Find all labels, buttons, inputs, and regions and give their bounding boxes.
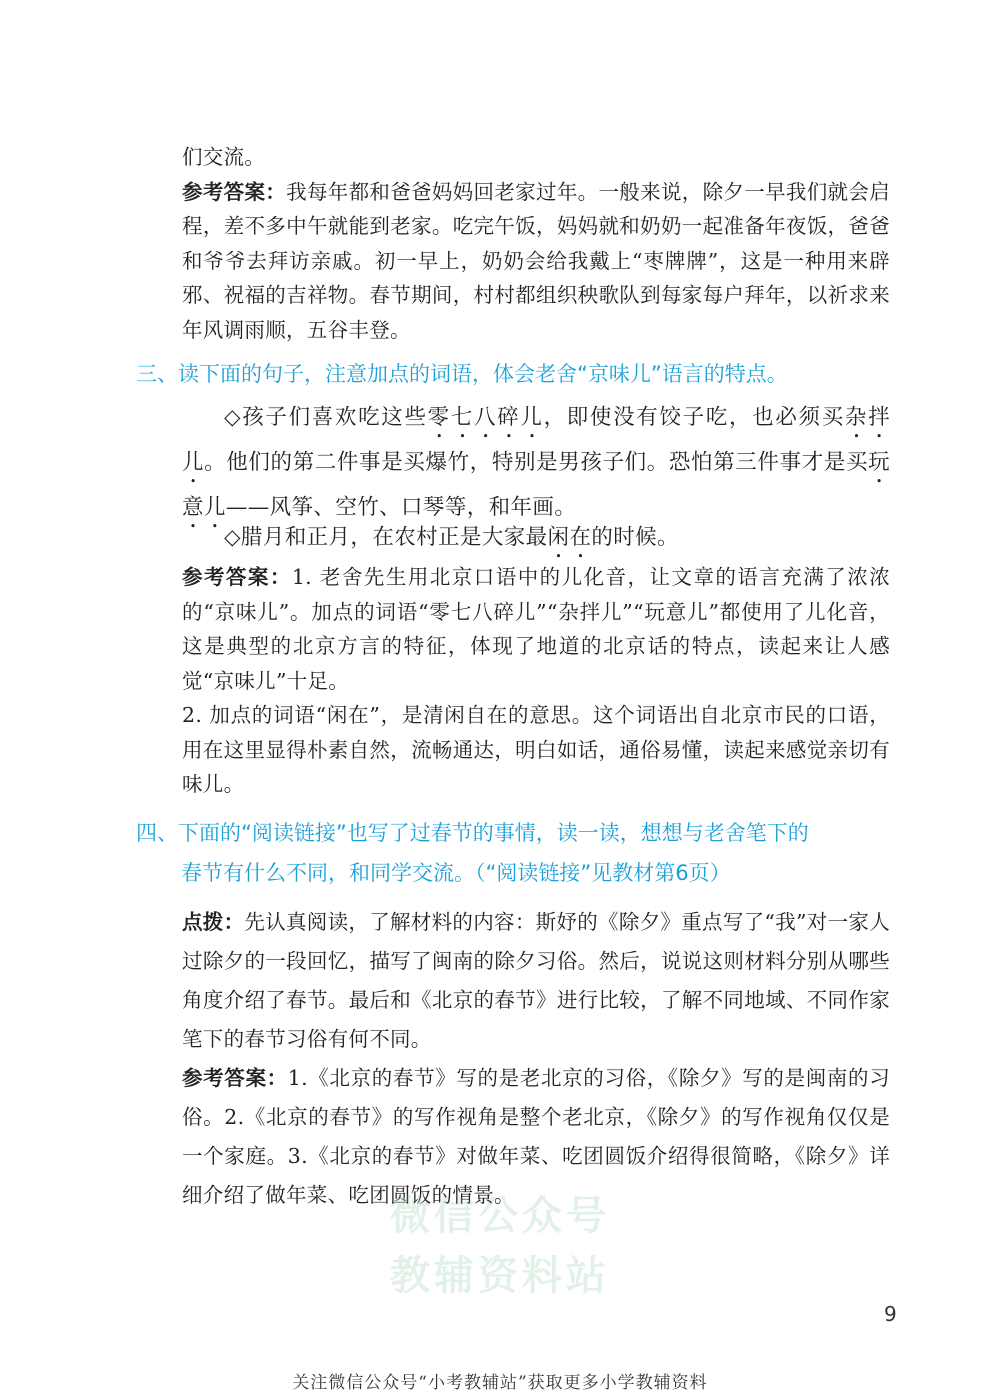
answer-text-3-1: 1. 老舍先生用北京口语中的儿化音，让文章的语言充满了浓浓的“京味儿”。加点的词语“零七八碎儿”“杂拌儿”“玩意儿”都使用了儿化音，这是典型的北京方言的特征，体现了地道的北京话的特点，读起来让人感觉“京味儿”十足。 [182, 565, 890, 693]
emphasis-word-2: 杂拌儿 [182, 405, 890, 475]
watermark-line1: 微信公众号 [390, 1193, 610, 1239]
quote-2 [182, 518, 890, 563]
tip-text: 先认真阅读，了解材料的内容：斯妤的《除夕》重点写了“我”对一家人过除夕的一段回忆，描写了闽南的除夕习俗。然后，说说这则材料分别从哪些角度介绍了春节。最后和《北京的春节》进行比较，了解不同地域、不同作家笔下的春节习俗有何不同。 [182, 910, 890, 1051]
continued-line: 们交流。 [182, 145, 266, 169]
tip-label: 点拨： [182, 910, 245, 934]
section-4-heading-line2: 春节有什么不同，和同学交流。（“阅读链接”见教材第6页） [181, 861, 731, 885]
answer-text-4: 1.《北京的春节》写的是老北京的习俗，《除夕》写的是闽南的习俗。2.《北京的春节》的写作视角是整个老北京，《除夕》的写作视角仅仅是一个家庭。3.《北京的春节》对做年菜、吃团圆饭介绍得很简略，《除夕》详细介绍了做年菜、吃团圆饭的情景。 [182, 1066, 891, 1207]
quote-2-part2: 的时候。 [591, 525, 679, 550]
answer-label: 参考答案： [182, 565, 292, 589]
emphasis-word-1: 零七八碎儿 [427, 405, 544, 430]
quote-1-part1: ◇孩子们喜欢吃这些 [224, 405, 428, 430]
answer-block-1 [182, 140, 890, 347]
footer-text: 关注微信公众号“小考教辅站”获取更多小学教辅资料 [292, 1373, 708, 1393]
reference-answer-3-2: 2. 加点的词语“闲在”，是清闲自在的意思。这个词语出自北京市民的口语，用在这里显得朴素自然，流畅通达，明白如话，通俗易懂，读起来感觉亲切有味儿。 [182, 703, 890, 796]
answer-block-4 [182, 903, 890, 1215]
answer-label: 参考答案： [182, 1066, 288, 1090]
quote-1-part2: ，即使没有饺子吃，也必须买 [543, 405, 845, 430]
section-3-heading [136, 354, 896, 394]
tip [182, 903, 890, 1059]
emphasis-word-3: 玩意儿 [182, 450, 890, 520]
answer-block-3 [182, 560, 890, 802]
section-3-heading-text: 三、读下面的句子，注意加点的词语，体会老舍“京味儿”语言的特点。 [136, 362, 788, 386]
reference-answer-3-1 [182, 560, 890, 698]
quote-1-part4: ——风筝、空竹、口琴等，和年画。 [225, 495, 577, 520]
section-4-heading-line1: 四、下面的“阅读链接”也写了过春节的事情，读一读，想想与老舍笔下的 [136, 821, 809, 845]
quote-1 [182, 398, 890, 533]
answer-text: 我每年都和爸爸妈妈回老家过年。一般来说，除夕一早我们就会启程，差不多中午就能到老家。吃完午饭，妈妈就和奶奶一起准备年夜饭，爸爸和爷爷去拜访亲戚。初一早上，奶奶会给我戴上“枣牌牌”，这是一种用来辟邪、祝福的吉祥物。春节期间，村村都组织秧歌队到每家每户拜年，以祈求来年风调雨顺，五谷丰登。 [182, 179, 890, 342]
quote-2-part1: ◇腊月和正月，在农村正是大家最 [224, 525, 548, 550]
quote-1-part3: 。他们的第二件事是买爆竹，特别是男孩子们。恐怕第三件事才是买 [204, 450, 869, 475]
answer-label: 参考答案： [182, 179, 287, 204]
reference-answer-1 [182, 175, 890, 348]
watermark-line2: 教辅资料站 [390, 1253, 610, 1299]
emphasis-word-4: 闲在 [547, 525, 592, 550]
section-4-heading [136, 813, 896, 893]
page-number: 9 [884, 1302, 897, 1326]
